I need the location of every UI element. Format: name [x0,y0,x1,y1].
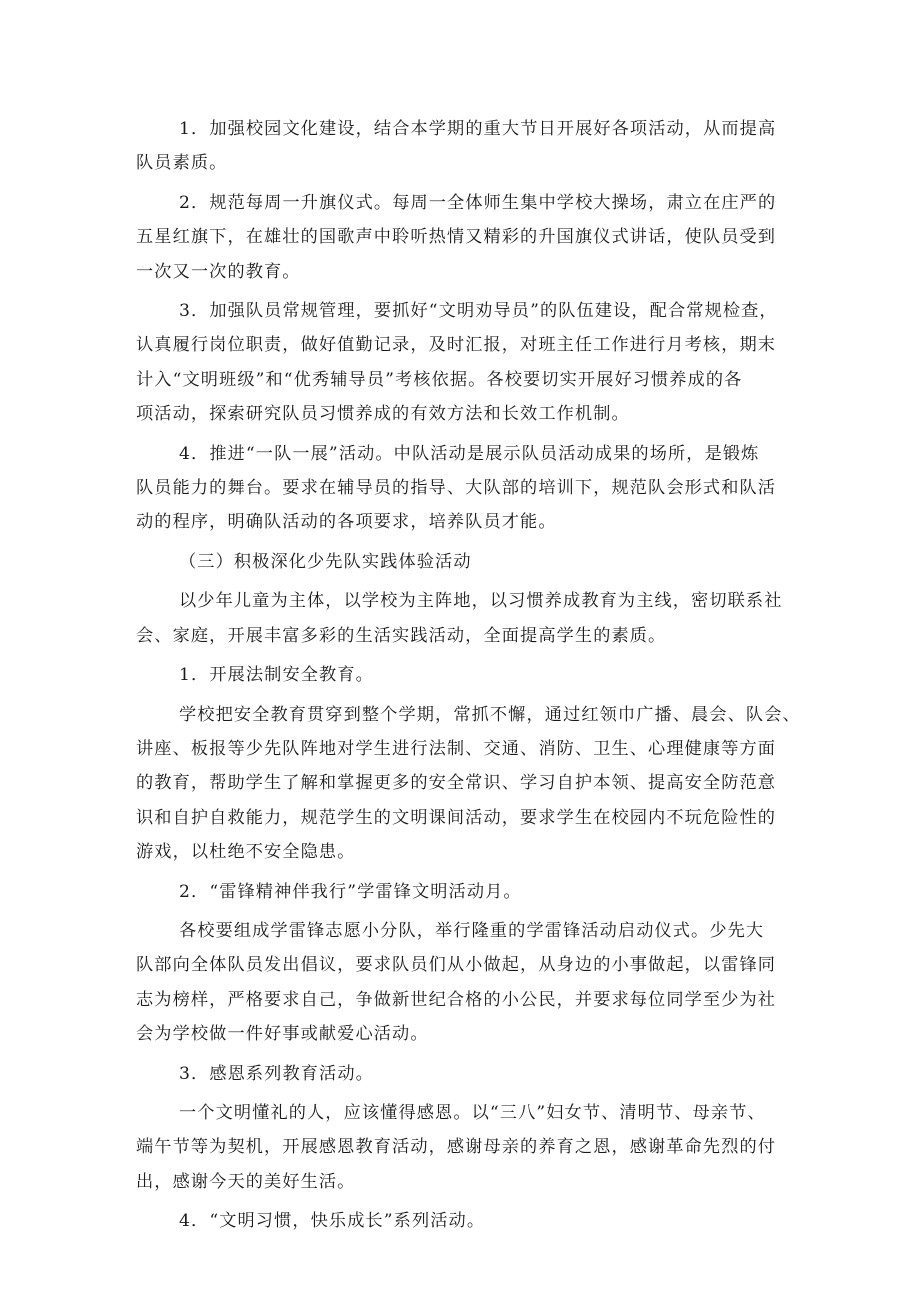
text-line: 计入“文明班级”和“优秀辅导员”考核依据。各校要切实开展好习惯养成的各 [136,369,743,390]
text-line: 队员能力的舞台。要求在辅导员的指导、大队部的培训下，规范队会形式和队活 [136,478,777,499]
document-body [136,112,801,1244]
text-line: 各校要组成学雷锋志愿小分队，举行隆重的学雷锋活动启动仪式。少先大 [179,920,765,941]
text-line: 2．“雷锋精神伴我行”学雷锋文明活动月。 [179,881,522,902]
text-line: 认真履行岗位职责，做好值勤记录，及时汇报，对班主任工作进行月考核，期末 [136,335,777,356]
paragraph-10 [136,914,786,1052]
paragraph-1 [136,112,786,181]
item-heading [136,658,786,692]
text-line: 2．规范每周一升旗仪式。每周一全体师生集中学校大操场，肃立在庄严的 [179,192,777,213]
text-line: 一个文明懂礼的人，应该懂得感恩。以“三八”妇女节、清明节、母亲节、 [179,1102,766,1123]
text-line: 五星红旗下，在雄壮的国歌声中聆听热情又精彩的升国旗仪式讲话，使队员受到 [136,227,777,248]
text-line: 队部向全体队员发出倡议，要求队员们从小做起，从身边的小事做起，以雷锋同 [136,955,777,976]
text-line: 游戏，以杜绝不安全隐患。 [136,842,356,863]
text-line: 动的程序，明确队活动的各项要求，培养队员才能。 [136,512,557,533]
paragraph-6 [136,584,786,653]
text-line: 3．加强队员常规管理，要抓好“文明劝导员”的队伍建设，配合常规检查， [179,301,778,322]
section-heading [136,545,786,579]
paragraph-3 [136,294,786,432]
item-heading [136,875,786,909]
paragraph-2 [136,186,786,289]
text-line: 一次又一次的教育。 [136,261,301,282]
text-line: （三）积极深化少先队实践体验活动 [179,551,472,572]
text-line: 出，感谢今天的美好生活。 [136,1171,356,1192]
text-line: 队员素质。 [136,153,228,174]
text-line: 讲座、板报等少先队阵地对学生进行法制、交通、消防、卫生、心理健康等方面 [136,738,777,759]
item-heading [136,1057,786,1091]
item-heading [136,1204,786,1238]
text-line: 以少年儿童为主体，以学校为主阵地，以习惯养成教育为主线，密切联系社 [179,591,783,612]
text-line: 1．开展法制安全教育。 [179,665,374,686]
text-line: 端午节等为契机，开展感恩教育活动，感谢母亲的养育之恩，感谢革命先烈的付 [136,1137,777,1158]
paragraph-12 [136,1096,786,1199]
text-line: 4．“文明习惯，快乐成长”系列活动。 [179,1211,486,1232]
text-line: 志为榜样，严格要求自己，争做新世纪合格的小公民，并要求每位同学至少为社 [136,989,777,1010]
text-line: 会为学校做一件好事或献爱心活动。 [136,1024,429,1045]
text-line: 识和自护自救能力，规范学生的文明课间活动，要求学生在校园内不玩危险性的 [136,807,777,828]
text-line: 会、家庭，开展丰富多彩的生活实践活动，全面提高学生的素质。 [136,625,667,646]
text-line: 4．推进“一队一展”活动。中队活动是展示队员活动成果的场所，是锻炼 [179,443,760,464]
paragraph-8 [136,698,801,870]
text-line: 项活动，探索研究队员习惯养成的有效方法和长效工作机制。 [136,404,630,425]
text-line: 的教育，帮助学生了解和掌握更多的安全常识、学习自护本领、提高安全防范意 [136,773,777,794]
paragraph-4 [136,437,786,540]
text-line: 1．加强校园文化建设，结合本学期的重大节日开展好各项活动，从而提高 [179,119,777,139]
text-line: 学校把安全教育贯穿到整个学期，常抓不懈，通过红领巾广播、晨会、队会、 [179,704,801,725]
text-line: 3．感恩系列教育活动。 [179,1063,374,1084]
